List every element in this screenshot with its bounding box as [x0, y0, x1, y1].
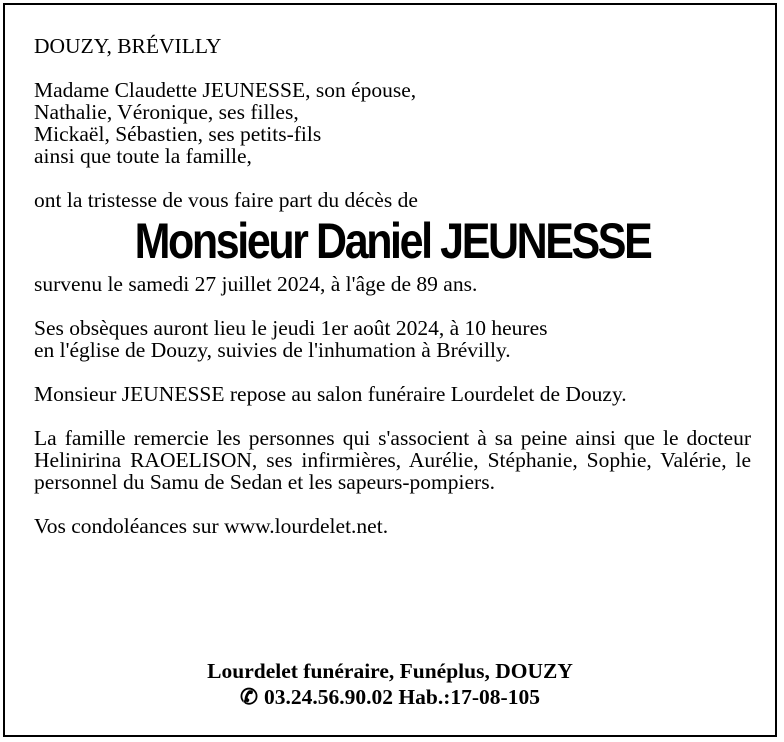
family-line: Mickaël, Sébastien, ses petits-fils	[34, 122, 322, 146]
family-line: ainsi que toute la famille,	[34, 144, 252, 168]
announcement: ont la tristesse de vous faire part du décès de	[34, 188, 418, 212]
phone-line: 03.24.56.90.02 Hab.:17-08-105	[264, 685, 540, 709]
family-line: Madame Claudette JEUNESSE, son épouse,	[34, 78, 417, 102]
deceased-name: Monsieur Daniel JEUNESSE	[134, 213, 651, 269]
phone-icon: ✆	[240, 685, 259, 709]
funeral-line: en l'église de Douzy, suivies de l'inhumation à Brévilly.	[34, 338, 511, 362]
funeral-line: Ses obsèques auront lieu le jeudi 1er août 2024, à 10 heures	[34, 316, 548, 340]
header-locations: DOUZY, BRÉVILLY	[34, 34, 222, 58]
rest-place: Monsieur JEUNESSE repose au salon funéraire Lourdelet de Douzy.	[34, 382, 627, 406]
family-line: Nathalie, Véronique, ses filles,	[34, 100, 299, 124]
funeral-home-footer	[5, 658, 775, 710]
phone-line-row	[5, 684, 775, 710]
obituary-notice	[3, 3, 777, 737]
notice-body	[34, 35, 751, 537]
death-info: survenu le samedi 27 juillet 2024, à l'âge de 89 ans.	[34, 272, 478, 296]
thanks-paragraph: La famille remercie les personnes qui s'associent à sa peine ainsi que le docteur Helinirina RAOELISON, ses infirmières, Aurélie, Stéphanie, Sophie, Valérie, le personnel du Samu de Sedan et les sapeurs-pompiers.	[34, 426, 751, 494]
condolences: Vos condoléances sur www.lourdelet.net.	[34, 514, 389, 538]
company-name: Lourdelet funéraire, Funéplus, DOUZY	[207, 659, 573, 683]
